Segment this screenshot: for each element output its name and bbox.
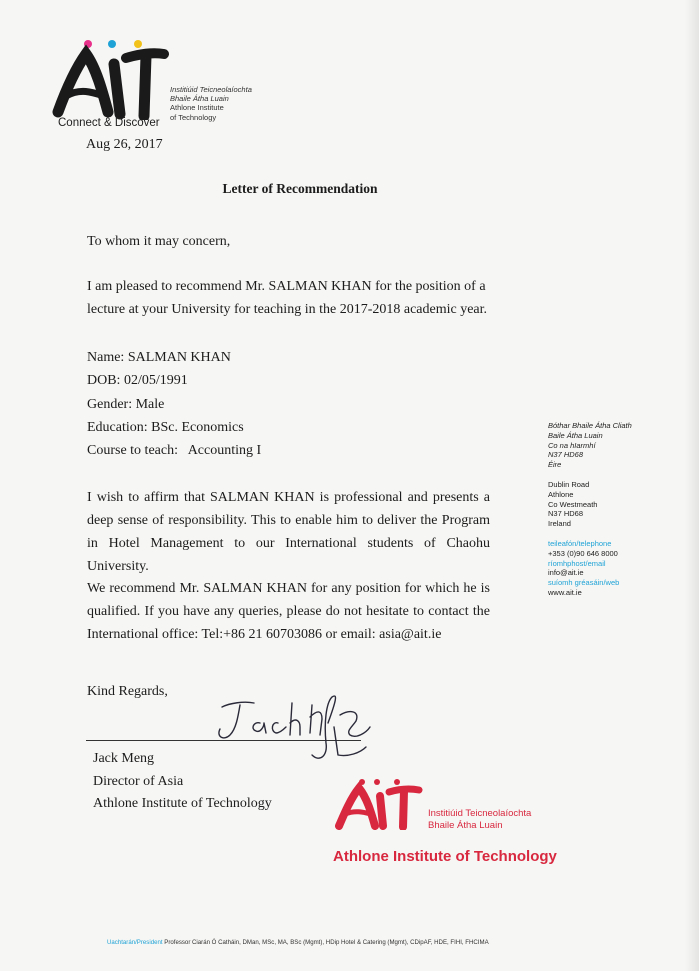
address-line: N37 HD68	[548, 509, 584, 519]
stamp-line: Institiúid Teicneolaíochta	[428, 808, 532, 819]
logo-institution-name	[170, 85, 252, 122]
signer-organization: Athlone Institute of Technology	[93, 796, 272, 811]
institution-line: Institiúid Teicneolaíochta	[170, 85, 252, 94]
signer-title: Director of Asia	[93, 773, 184, 789]
phone-number: +353 (0)90 646 8000	[548, 548, 618, 558]
greeting: To whom it may concern,	[87, 234, 231, 249]
candidate-details	[87, 346, 261, 462]
address-line: Baile Átha Luain	[548, 430, 603, 440]
address-line: Athlone	[548, 489, 574, 499]
signer-name: Jack Meng	[93, 751, 155, 766]
address-english	[548, 480, 597, 529]
stamp-line: Bhaile Átha Luain	[428, 820, 503, 831]
address-line: Co Westmeath	[548, 499, 598, 509]
stamp-institution	[428, 808, 531, 832]
ait-logo	[52, 38, 172, 120]
intro-paragraph: I am pleased to recommend Mr. SALMAN KHAN for the position of a lecture at your University for teaching in the 2017-2018 academic year.	[87, 279, 488, 317]
detail-gender: Gender: Male	[87, 396, 165, 412]
footer	[107, 939, 489, 946]
detail-course: Course to teach: Accounting I	[87, 443, 262, 459]
signer-block	[93, 748, 272, 816]
web-address: www.ait.ie	[548, 587, 582, 597]
letter-date: Aug 26, 2017	[86, 137, 163, 152]
recommend-paragraph: We recommend Mr. SALMAN KHAN for any position for which he is qualified. If you have any queries, please do not hesitate to contact the International office: Tel:+86 21 60703086 or email: asia@ait.ie	[87, 581, 490, 642]
address-line: Bóthar Bhaile Átha Cliath	[548, 421, 632, 430]
institution-line: Bhaile Átha Luain	[170, 94, 229, 104]
ait-stamp-logo	[333, 778, 429, 830]
page-edge-shadow	[685, 0, 699, 971]
footer-label: Uachtarán/President	[107, 939, 163, 946]
affirm-paragraph: I wish to affirm that SALMAN KHAN is professional and presents a deep sense of responsibility. This to enable him to deliver the Program in Hotel Management to our International students of Chaohu University.	[87, 490, 490, 574]
address-line: N37 HD68	[548, 450, 584, 460]
stamp-institution-name: Athlone Institute of Technology	[333, 848, 557, 865]
email-label: ríomhphost/email	[548, 558, 606, 568]
detail-education: Education: BSc. Economics	[87, 419, 244, 435]
institution-line: of Technology	[170, 112, 217, 122]
contact-info	[548, 539, 619, 598]
institution-line: Athlone Institute	[170, 103, 224, 113]
address-irish	[548, 421, 632, 470]
address-line: Co na hIarmhí	[548, 440, 596, 450]
detail-dob: DOB: 02/05/1991	[87, 373, 188, 389]
closing: Kind Regards,	[87, 684, 168, 699]
address-line: Éire	[548, 460, 562, 470]
web-label: suíomh gréasáin/web	[548, 578, 620, 588]
logo-tagline: Connect & Discover	[58, 117, 160, 129]
phone-label: teileafón/telephone	[548, 539, 612, 548]
address-line: Dublin Road	[548, 480, 590, 489]
footer-text: Professor Ciarán Ó Catháin, DMan, MSc, MA, BSc (Mgmt), HDip Hotel & Catering (Mgmt), CDipAF, HDE, FIHI, FHCIMA	[164, 939, 489, 946]
address-line: Ireland	[548, 519, 571, 529]
detail-name: Name: SALMAN KHAN	[87, 350, 231, 365]
letter-title: Letter of Recommendation	[222, 181, 378, 196]
email-address: info@ait.ie	[548, 568, 584, 578]
